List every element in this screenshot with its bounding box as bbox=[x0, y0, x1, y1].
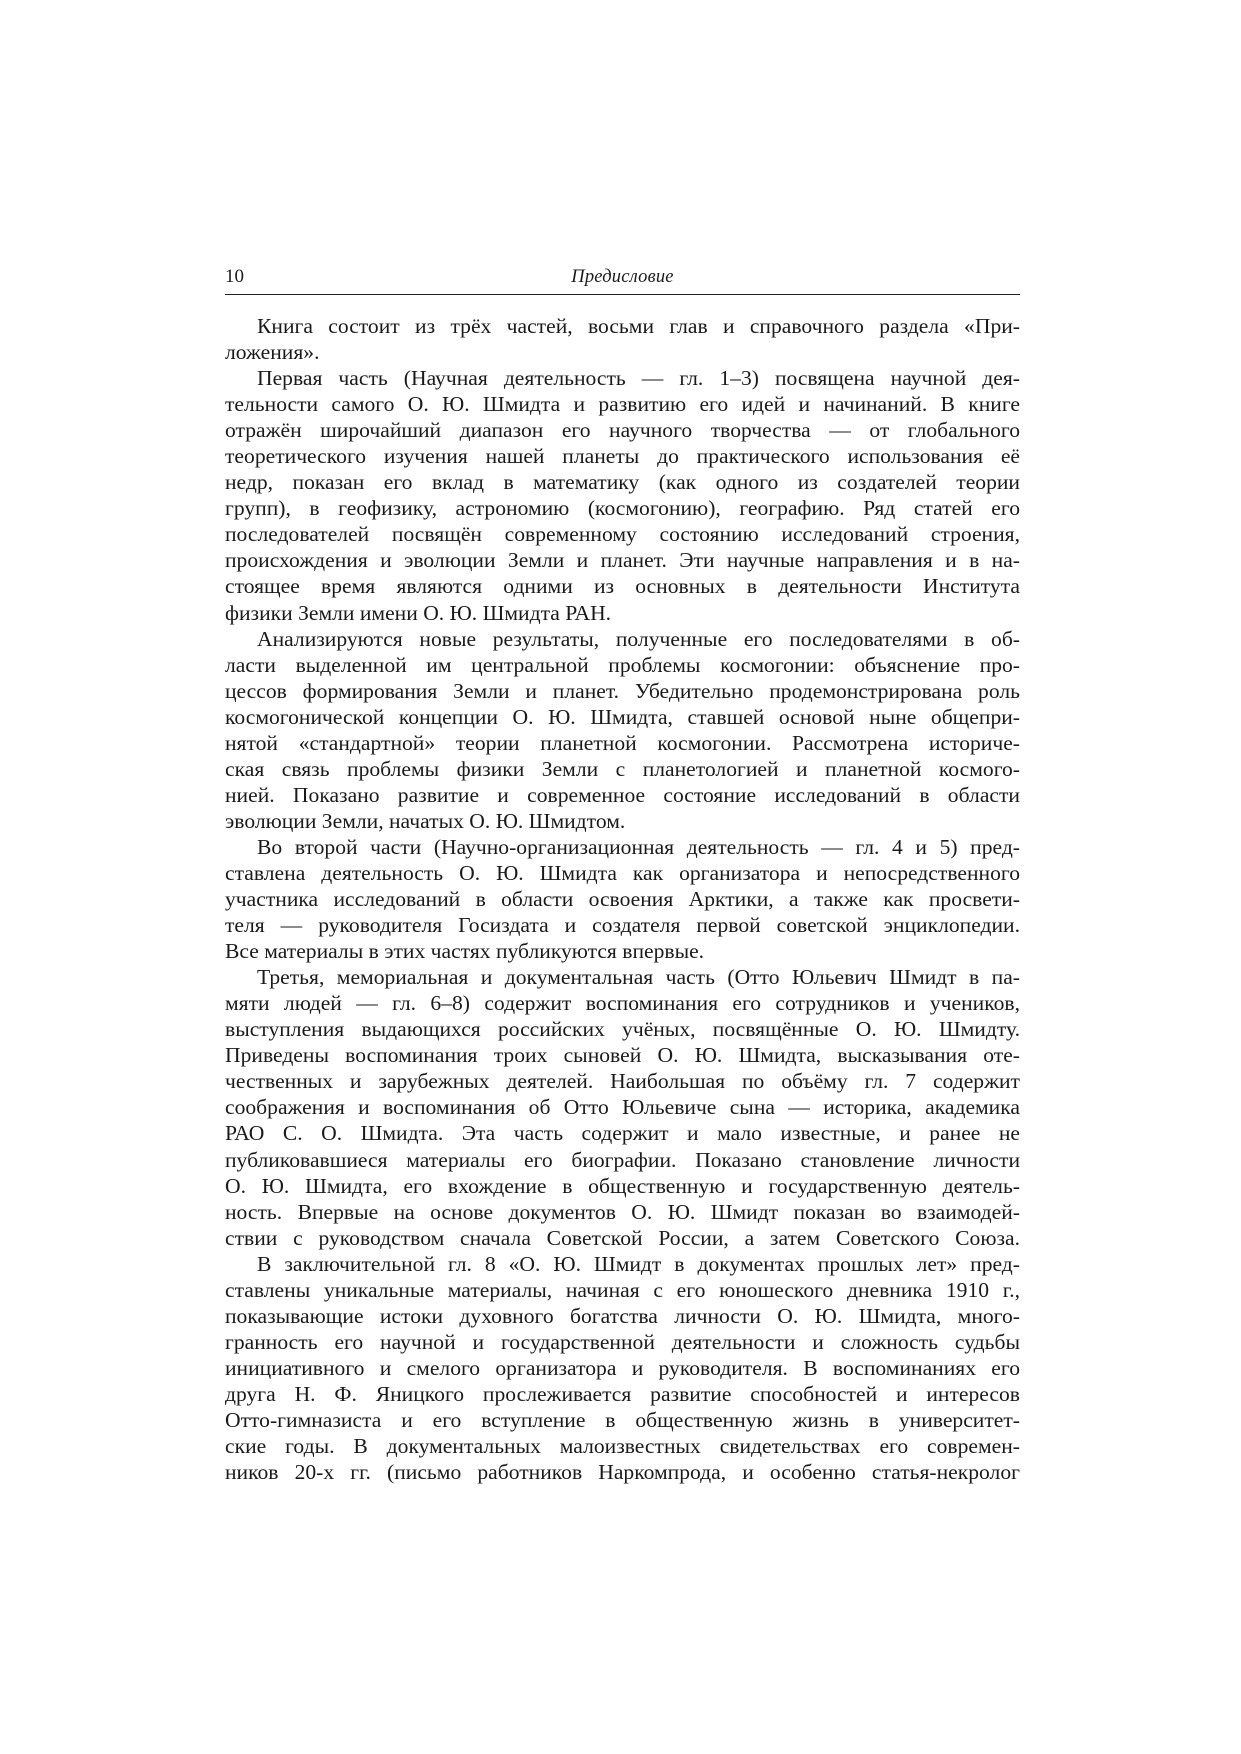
text-line: недр, показан его вклад в математику (как одного из создателей теории bbox=[225, 470, 1020, 495]
text-line: Во второй части (Научно-организационная деятельность — гл. 4 и 5) пред- bbox=[257, 834, 1020, 859]
text-line: цессов формирования Земли и планет. Убедительно продемонстрирована роль bbox=[225, 678, 1020, 703]
text-line: ложения». bbox=[225, 340, 320, 365]
text-line: друга Н. Ф. Яницкого прослеживается развитие способностей и интересов bbox=[225, 1381, 1020, 1406]
text-line: Отто-гимназиста и его вступление в общественную жизнь в университет- bbox=[225, 1407, 1020, 1432]
text-line: ласти выделенной им центральной проблемы космогонии: объяснение про- bbox=[225, 652, 1020, 677]
text-line: РАО С. О. Шмидта. Эта часть содержит и мало известные, и ранее не bbox=[225, 1121, 1020, 1146]
paragraph-part-three bbox=[225, 964, 1020, 1251]
text-line: Книга состоит из трёх частей, восьми глав и справочного раздела «При- bbox=[257, 314, 1020, 338]
text-line: мяти людей — гл. 6–8) содержит воспоминания его сотрудников и учеников, bbox=[225, 991, 1020, 1016]
text-line: групп), в геофизику, астрономию (космогонию), географию. Ряд статей его bbox=[225, 496, 1020, 521]
text-line: ность. Впервые на основе документов О. Ю. Шмидт показан во взаимодей- bbox=[225, 1199, 1020, 1224]
running-title: Предисловие bbox=[571, 267, 674, 287]
text-line: чественных и зарубежных деятелей. Наибольшая по объёму гл. 7 содержит bbox=[225, 1069, 1020, 1094]
text-line: В заключительной гл. 8 «О. Ю. Шмидт в документах прошлых лет» пред- bbox=[257, 1251, 1020, 1276]
running-head bbox=[225, 264, 1020, 295]
text-line: Все материалы в этих частях публикуются впервые. bbox=[225, 939, 705, 964]
text-line: ставлена деятельность О. Ю. Шмидта как организатора и непосредственного bbox=[225, 860, 1020, 885]
text-line: теоретического изучения нашей планеты до практического использования её bbox=[225, 444, 1020, 469]
paragraph-chapter-eight bbox=[225, 1251, 1020, 1485]
text-line: ская связь проблемы физики Земли с планетологией и планетной космого- bbox=[225, 756, 1020, 781]
text-line: физики Земли имени О. Ю. Шмидта РАН. bbox=[225, 600, 612, 625]
text-line: участника исследований в области освоения Арктики, а также как просвети- bbox=[225, 887, 1020, 912]
text-line: ствии с руководством сначала Советской России, а затем Советского Союза. bbox=[225, 1225, 1020, 1250]
text-line: гранность его научной и государственной деятельности и сложность судьбы bbox=[225, 1329, 1020, 1354]
text-line: нией. Показано развитие и современное состояние исследований в области bbox=[225, 782, 1020, 807]
text-line: Первая часть (Научная деятельность — гл. 1–3) посвящена научной дея- bbox=[257, 366, 1020, 391]
text-line: Третья, мемориальная и документальная часть (Отто Юльевич Шмидт в па- bbox=[257, 965, 1020, 990]
text-line: отражён широчайший диапазон его научного творчества — от глобального bbox=[225, 418, 1020, 443]
text-line: нятой «стандартной» теории планетной космогонии. Рассмотрена историче- bbox=[225, 730, 1020, 755]
text-line: выступления выдающихся российских учёных, посвящённые О. Ю. Шмидту. bbox=[225, 1017, 1020, 1042]
text-line: стоящее время являются одними из основных в деятельности Института bbox=[225, 574, 1020, 599]
paragraph-structure bbox=[225, 313, 1020, 365]
body-text bbox=[225, 313, 1020, 1485]
text-line: Приведены воспоминания троих сыновей О. Ю. Шмидта, высказывания оте- bbox=[225, 1043, 1020, 1068]
text-line: публиковавшиеся материалы его биографии. Показано становление личности bbox=[225, 1147, 1020, 1172]
text-line: ские годы. В документальных малоизвестных свидетельствах его современ- bbox=[225, 1434, 1020, 1459]
text-line: эволюции Земли, начатых О. Ю. Шмидтом. bbox=[225, 808, 626, 833]
text-line: космогонической концепции О. Ю. Шмидта, ставшей основой ныне общепри- bbox=[225, 704, 1020, 729]
text-line: происхождения и эволюции Земли и планет. Эти научные направления и в на- bbox=[225, 548, 1020, 573]
text-line: Анализируются новые результаты, полученные его последователями в об- bbox=[257, 626, 1020, 651]
text-line: соображения и воспоминания об Отто Юльевиче сына — историка, академика bbox=[225, 1095, 1020, 1120]
text-line: ников 20-х гг. (письмо работников Наркомпрода, и особенно статья-некролог bbox=[225, 1460, 1020, 1485]
page-number: 10 bbox=[225, 266, 244, 287]
text-line: показывающие истоки духовного богатства личности О. Ю. Шмидта, много- bbox=[225, 1303, 1020, 1328]
text-line: теля — руководителя Госиздата и создателя первой советской энциклопедии. bbox=[225, 913, 1020, 938]
text-line: ставлены уникальные материалы, начиная с его юношеского дневника 1910 г., bbox=[225, 1277, 1020, 1302]
text-line: О. Ю. Шмидта, его вхождение в общественную и государственную деятель- bbox=[225, 1173, 1020, 1198]
paragraph-part-one bbox=[225, 365, 1020, 625]
paragraph-part-two bbox=[225, 834, 1020, 964]
text-line: последователей посвящён современному состоянию исследований строения, bbox=[225, 522, 1020, 547]
text-line: инициативного и смелого организатора и руководителя. В воспоминаниях его bbox=[225, 1355, 1020, 1380]
paragraph-cosmogony bbox=[225, 626, 1020, 834]
text-line: тельности самого О. Ю. Шмидта и развитию его идей и начинаний. В книге bbox=[225, 392, 1020, 417]
